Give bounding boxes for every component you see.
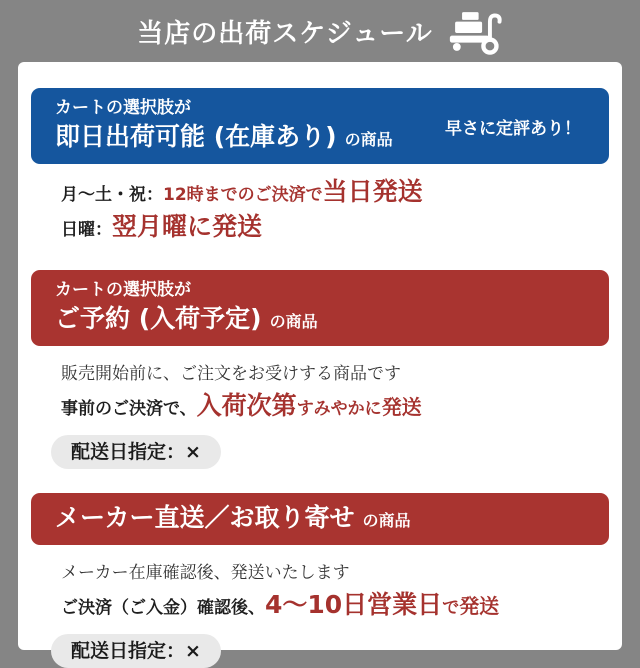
schedule-text: 翌月曜に発送 <box>112 212 263 241</box>
banner-direct-text <box>55 501 411 537</box>
banner-preorder-text <box>55 278 318 338</box>
schedule-line <box>61 557 609 589</box>
banner-same-day-text <box>55 96 393 156</box>
banner-line2 <box>55 302 318 338</box>
schedule-text: 入荷次第 <box>196 391 297 420</box>
direct-details <box>61 557 609 624</box>
schedule-text: ご決済（ご入金）確認後、 <box>61 598 265 618</box>
banner-suffix: の商品 <box>344 130 393 149</box>
page-header <box>0 0 640 62</box>
preorder-details <box>61 358 609 425</box>
schedule-text: 日曜： <box>61 220 112 240</box>
schedule-line <box>61 589 609 624</box>
banner-line2 <box>55 120 393 156</box>
banner-suffix: の商品 <box>269 312 318 331</box>
banner-line2 <box>55 501 411 537</box>
schedule-text: メーカー在庫確認後、発送いたします <box>61 563 350 583</box>
same-day-details <box>61 176 609 246</box>
schedule-text: 12時までのご決済で <box>163 185 323 205</box>
banner-suffix: の商品 <box>362 511 411 530</box>
banner-line1: カートの選択肢が <box>55 280 191 300</box>
banner-preorder <box>31 270 609 346</box>
banner-highlight: 即日出荷可能 (在庫あり) <box>55 122 337 151</box>
schedule-text: すみやかに <box>296 399 382 419</box>
schedule-line <box>61 211 609 246</box>
banner-line1: カートの選択肢が <box>55 98 191 118</box>
banner-direct <box>31 493 609 545</box>
schedule-text: 当日発送 <box>322 177 423 206</box>
banner-highlight: ご予約 (入荷予定) <box>55 304 262 333</box>
page-title: 当店の出荷スケジュール <box>137 18 433 49</box>
delivery-date-badge: 配送日指定：× <box>51 634 221 668</box>
delivery-date-badge: 配送日指定：× <box>51 435 221 469</box>
schedule-line <box>61 176 609 211</box>
banner-same-day <box>31 88 609 164</box>
schedule-line <box>61 358 609 390</box>
schedule-line <box>61 390 609 425</box>
schedule-text: で <box>442 598 460 618</box>
schedule-text: 月〜土・祝： <box>61 185 163 205</box>
schedule-text: 4〜10日営業日 <box>265 590 443 619</box>
handtruck-icon <box>449 11 503 55</box>
schedule-text: 発送 <box>459 594 500 618</box>
banner-side-note: 早さに定評あり！ <box>445 118 581 139</box>
schedule-text: 発送 <box>381 395 422 419</box>
schedule-text: 販売開始前に、ご注文をお受けする商品です <box>61 364 401 384</box>
schedule-text: 事前のご決済で、 <box>61 399 197 419</box>
content-panel <box>18 62 622 662</box>
banner-highlight: メーカー直送／お取り寄せ <box>55 503 355 532</box>
